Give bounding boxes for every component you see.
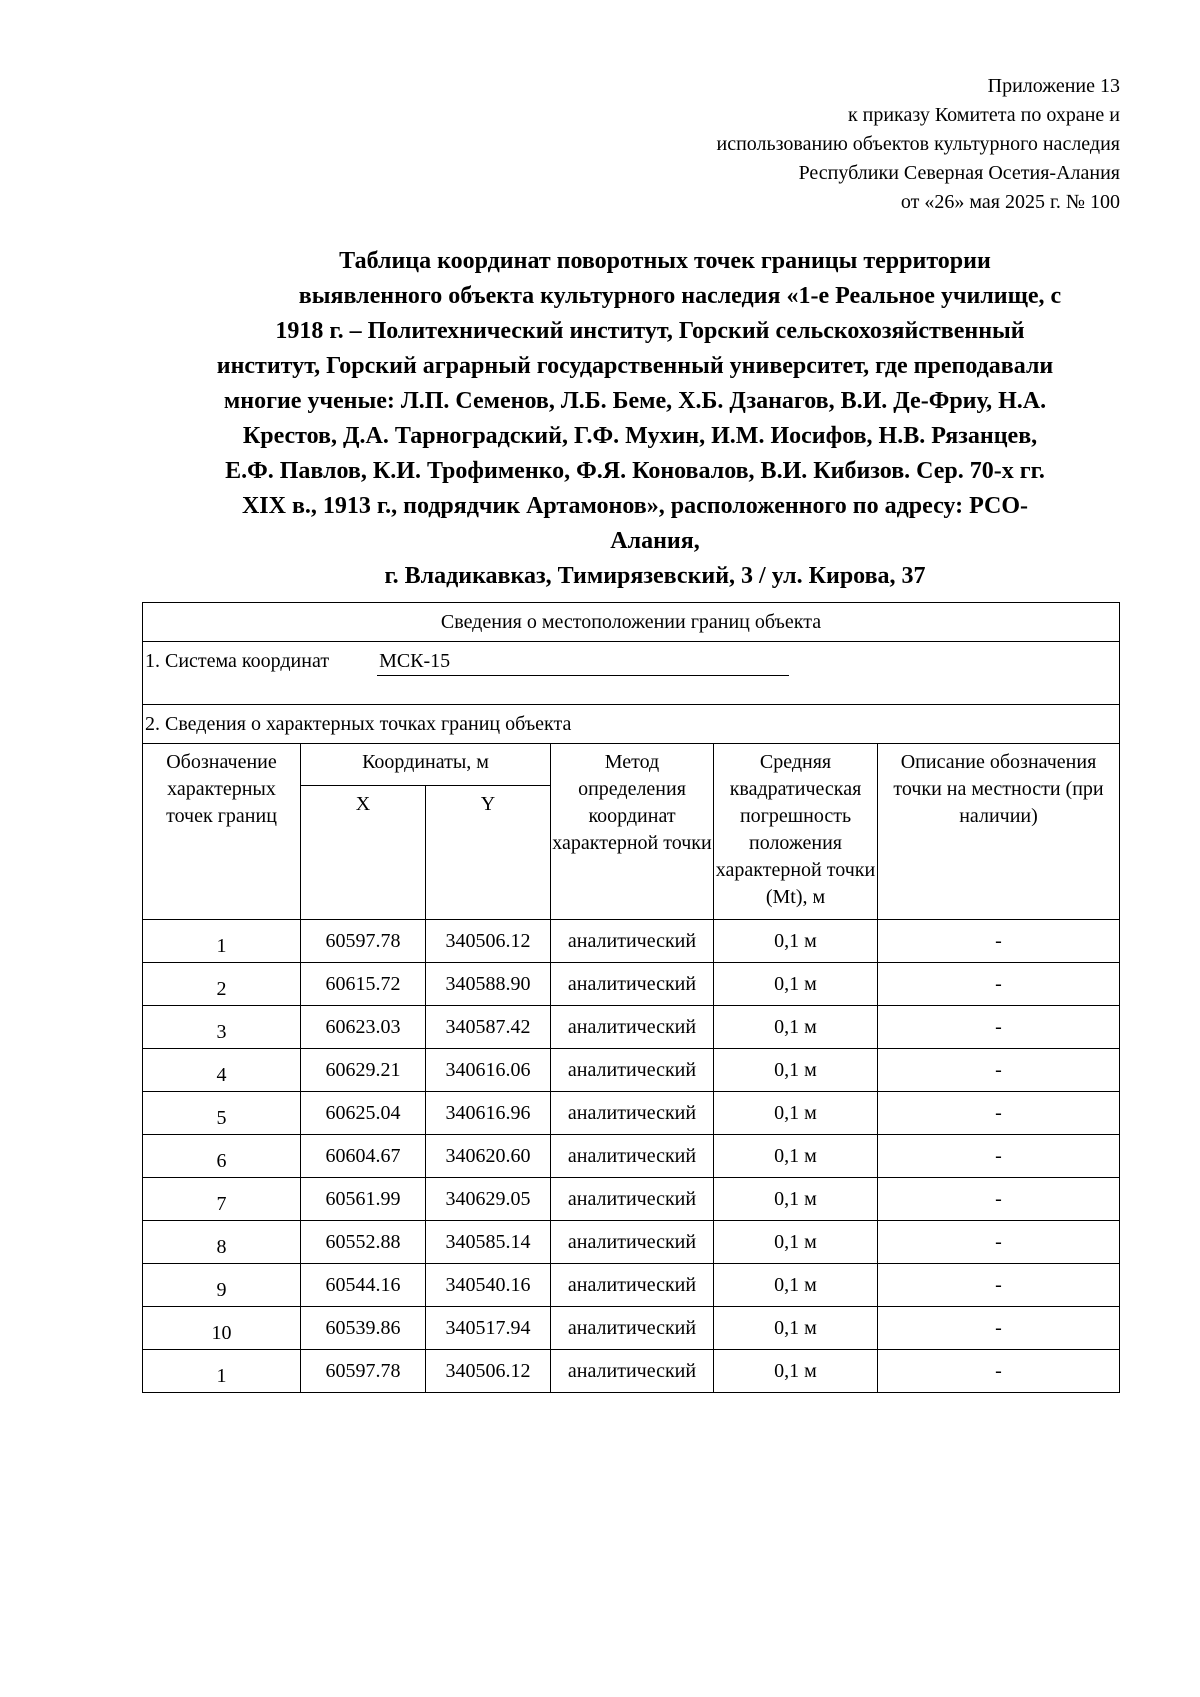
cell-y: 340587.42: [426, 1006, 551, 1049]
table-row: [143, 1049, 1120, 1092]
cell-x: 60552.88: [301, 1221, 426, 1264]
cell-point: 6: [143, 1135, 301, 1178]
cell-y: 340506.12: [426, 1350, 551, 1393]
title-line: институт, Горский аграрный государственный университет, где преподавали: [216, 353, 1054, 379]
cell-x: 60597.78: [301, 1350, 426, 1393]
title-line: Е.Ф. Павлов, К.И. Трофименко, Ф.Я. Коновалов, В.И. Кибизов. Сер. 70-х гг.: [225, 458, 1045, 484]
cell-description: -: [878, 1135, 1120, 1178]
table-row: [143, 1178, 1120, 1221]
cell-method: аналитический: [551, 1092, 714, 1135]
title-line: XIX в., 1913 г., подрядчик Артамонов», расположенного по адресу: РСО-: [241, 493, 1029, 519]
annex-header: [717, 72, 1121, 217]
header-error: Средняя квадратическая погрешность положения характерной точки (Mt), м: [714, 744, 878, 920]
title-line: Алания,: [610, 528, 700, 554]
cell-description: -: [878, 1221, 1120, 1264]
cell-error: 0,1 м: [714, 963, 878, 1006]
cell-description: -: [878, 920, 1120, 963]
table-row: [143, 1307, 1120, 1350]
annex-line: от «26» мая 2025 г. № 100: [900, 191, 1120, 213]
table-row: [143, 1350, 1120, 1393]
cell-point: 7: [143, 1178, 301, 1221]
cell-description: -: [878, 963, 1120, 1006]
cell-method: аналитический: [551, 1178, 714, 1221]
coordinates-table-wrapper: [142, 602, 1120, 1393]
points-title: 2. Сведения о характерных точках границ объекта: [143, 705, 1120, 744]
cell-x: 60623.03: [301, 1006, 426, 1049]
cell-method: аналитический: [551, 1264, 714, 1307]
cell-method: аналитический: [551, 963, 714, 1006]
cell-y: 340506.12: [426, 920, 551, 963]
cell-y: 340540.16: [426, 1264, 551, 1307]
coord-system-value: МСК-15: [377, 648, 789, 676]
cell-y: 340629.05: [426, 1178, 551, 1221]
cell-method: аналитический: [551, 1221, 714, 1264]
cell-y: 340620.60: [426, 1135, 551, 1178]
header-coords: Координаты, м: [301, 744, 551, 786]
title-line: 1918 г. – Политехнический институт, Горский сельскохозяйственный: [275, 318, 1025, 344]
cell-point: 4: [143, 1049, 301, 1092]
cell-method: аналитический: [551, 1006, 714, 1049]
cell-method: аналитический: [551, 1350, 714, 1393]
table-row: [143, 1135, 1120, 1178]
cell-error: 0,1 м: [714, 1049, 878, 1092]
cell-method: аналитический: [551, 1049, 714, 1092]
cell-error: 0,1 м: [714, 1092, 878, 1135]
cell-y: 340588.90: [426, 963, 551, 1006]
cell-error: 0,1 м: [714, 1178, 878, 1221]
cell-error: 0,1 м: [714, 1135, 878, 1178]
annex-line: Республики Северная Осетия-Алания: [798, 162, 1120, 184]
cell-method: аналитический: [551, 1135, 714, 1178]
cell-x: 60544.16: [301, 1264, 426, 1307]
cell-y: 340616.06: [426, 1049, 551, 1092]
table-row: [143, 1006, 1120, 1049]
document-title: [130, 244, 1140, 594]
header-method: Метод определения координат характерной точки: [551, 744, 714, 920]
title-line: Крестов, Д.А. Тарноградский, Г.Ф. Мухин, И.М. Иосифов, Н.В. Рязанцев,: [242, 423, 1038, 449]
cell-x: 60629.21: [301, 1049, 426, 1092]
cell-point: 3: [143, 1006, 301, 1049]
cell-error: 0,1 м: [714, 1006, 878, 1049]
cell-description: -: [878, 1350, 1120, 1393]
cell-x: 60615.72: [301, 963, 426, 1006]
cell-error: 0,1 м: [714, 1264, 878, 1307]
header-y: Y: [426, 786, 551, 920]
table-row: [143, 963, 1120, 1006]
cell-description: -: [878, 1178, 1120, 1221]
cell-point: 2: [143, 963, 301, 1006]
table-row: [143, 1221, 1120, 1264]
annex-line: к приказу Комитета по охране и: [847, 104, 1120, 126]
cell-description: -: [878, 1307, 1120, 1350]
cell-error: 0,1 м: [714, 1221, 878, 1264]
coord-system-row: [143, 642, 1120, 705]
table-row: [143, 920, 1120, 963]
cell-point: 1: [143, 1350, 301, 1393]
header-description: Описание обозначения точки на местности (при наличии): [878, 744, 1120, 920]
cell-x: 60597.78: [301, 920, 426, 963]
title-line: Таблица координат поворотных точек границы территории: [339, 248, 991, 274]
header-x: X: [301, 786, 426, 920]
cell-description: -: [878, 1049, 1120, 1092]
cell-point: 10: [143, 1307, 301, 1350]
cell-point: 8: [143, 1221, 301, 1264]
cell-x: 60625.04: [301, 1092, 426, 1135]
cell-error: 0,1 м: [714, 920, 878, 963]
coord-system-label: 1. Система координат: [145, 650, 330, 672]
title-line: многие ученые: Л.П. Семенов, Л.Б. Беме, Х.Б. Дзанагов, В.И. Де-Фриу, Н.А.: [223, 388, 1047, 414]
cell-y: 340517.94: [426, 1307, 551, 1350]
section-title: Сведения о местоположении границ объекта: [143, 603, 1120, 642]
cell-description: -: [878, 1092, 1120, 1135]
cell-x: 60539.86: [301, 1307, 426, 1350]
cell-x: 60561.99: [301, 1178, 426, 1221]
cell-description: -: [878, 1264, 1120, 1307]
cell-y: 340616.96: [426, 1092, 551, 1135]
annex-line: использованию объектов культурного наследия: [716, 133, 1120, 155]
cell-x: 60604.67: [301, 1135, 426, 1178]
cell-y: 340585.14: [426, 1221, 551, 1264]
table-row: [143, 1092, 1120, 1135]
cell-point: 1: [143, 920, 301, 963]
cell-error: 0,1 м: [714, 1350, 878, 1393]
cell-error: 0,1 м: [714, 1307, 878, 1350]
table-row: [143, 1264, 1120, 1307]
cell-point: 9: [143, 1264, 301, 1307]
header-designation: Обозначение характерных точек границ: [143, 744, 301, 920]
coordinates-table: [142, 602, 1120, 1393]
cell-method: аналитический: [551, 920, 714, 963]
title-line: г. Владикавказ, Тимирязевский, 3 / ул. Кирова, 37: [384, 563, 926, 589]
title-line: выявленного объекта культурного наследия «1-е Реальное училище, с: [298, 283, 1062, 309]
cell-description: -: [878, 1006, 1120, 1049]
cell-method: аналитический: [551, 1307, 714, 1350]
cell-point: 5: [143, 1092, 301, 1135]
annex-line: Приложение 13: [987, 75, 1120, 97]
